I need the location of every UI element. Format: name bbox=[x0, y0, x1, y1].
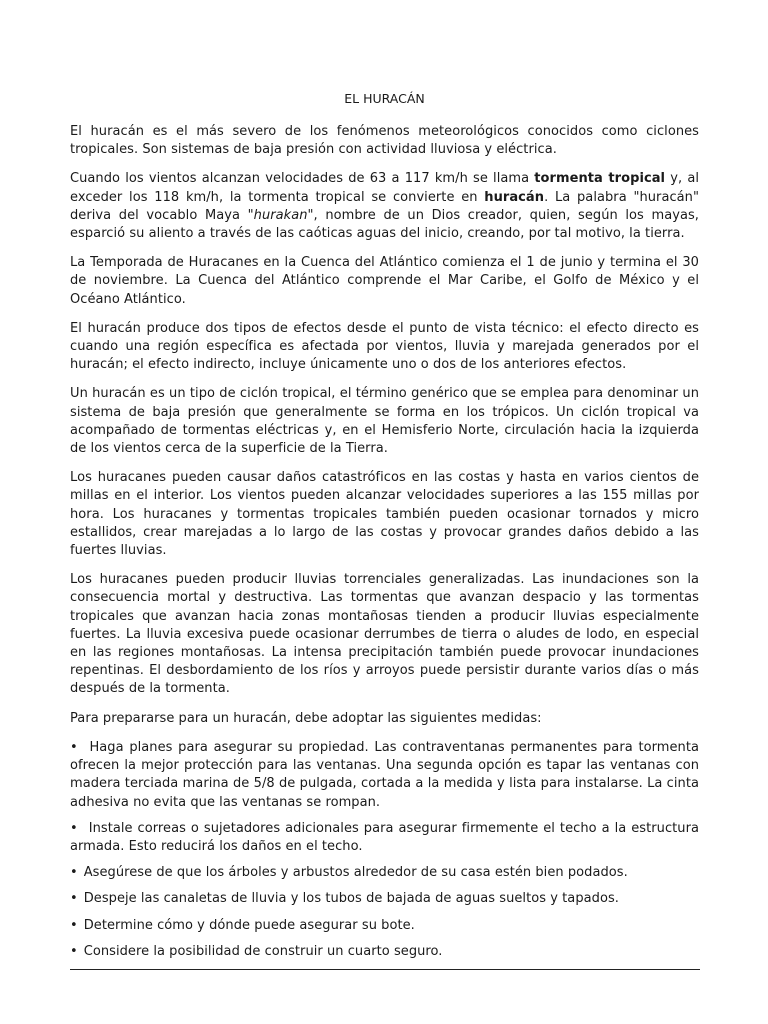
paragraph-damage: Los huracanes pueden causar daños catastróficos en las costas y hasta en varios cientos de millas en el interior. Los vientos pueden alcanzar velocidades superiores a las 155 millas por hora. Los huracanes y tormentas tropicales también pueden ocasionar tornados y micro estallidos, crear marejadas a lo largo de las costas y provocar grandes daños debido a las fuertes lluvias. bbox=[70, 470, 699, 559]
paragraph-rain: Los huracanes pueden producir lluvias torrenciales generalizadas. Las inundaciones son la consecuencia mortal y destructiva. Las tormentas que avanzan despacio y las tormentas tropicales que avanzan hacia zonas montañosas tienden a producir lluvias especialmente fuertes. La lluvia excesiva puede ocasionar derrumbes de tierra o aludes de lodo, en especial en las regiones montañosas. La intensa precipitación también puede provocar inundaciones repentinas. El desbordamiento de los ríos y arroyos puede persistir durante varios días o más después de la tormenta. bbox=[70, 572, 699, 697]
paragraph-season: La Temporada de Huracanes en la Cuenca del Atlántico comienza el 1 de junio y termina el 30 de noviembre. La Cuenca del Atlántico comprende el Mar Caribe, el Golfo de México y el Océano Atlántico. bbox=[70, 255, 699, 307]
list-item-text: Asegúrese de que los árboles y arbustos alrededor de su casa estén bien podados. bbox=[83, 865, 628, 881]
paragraph-effects: El huracán produce dos tipos de efectos desde el punto de vista técnico: el efecto directo es cuando una región específica es afectada por vientos, lluvia y marejada generados por el huracán; el efecto indirecto, incluye únicamente uno o dos de los anteriores efectos. bbox=[70, 320, 699, 373]
list-item-text: Despeje las canaletas de lluvia y los tubos de bajada de aguas sueltos y tapados. bbox=[83, 891, 619, 907]
bottom-divider bbox=[70, 969, 700, 970]
text-run: ", nombre de un Dios creador, quien, según los mayas, esparció su aliento a través de las caóticas aguas del inicio, creando, por tal motivo, la tierra. bbox=[70, 207, 699, 242]
list-item bbox=[70, 890, 699, 908]
bullet-icon: • bbox=[70, 865, 78, 881]
list-item-text: Haga planes para asegurar su propiedad. Las contraventanas permanentes para tormenta ofrecen la mejor protección para las ventanas. Una segunda opción es tapar las ventanas con madera terciada marina de 5/8 de pulgada, cortada a la medida y lista para instalarse. La cinta adhesiva no evita que las ventanas se rompan. bbox=[70, 739, 699, 810]
term-huracan: huracán bbox=[484, 189, 545, 205]
bullet-icon: • bbox=[70, 891, 78, 907]
bullet-icon: • bbox=[70, 739, 78, 755]
bullet-icon: • bbox=[70, 917, 78, 933]
bullet-icon: • bbox=[70, 820, 78, 836]
text-run: Cuando los vientos alcanzan velocidades de 63 a 117 km/h se llama bbox=[70, 171, 535, 187]
bullet-icon: • bbox=[70, 943, 78, 959]
list-item-text: Determine cómo y dónde puede asegurar su bote. bbox=[83, 917, 415, 933]
term-tormenta-tropical: tormenta tropical bbox=[534, 171, 666, 187]
list-item bbox=[70, 739, 699, 812]
list-item-text: Instale correas o sujetadores adicionales para asegurar firmemente el techo a la estructura armada. Esto reducirá los daños en el techo. bbox=[70, 820, 699, 854]
list-item-text: Considere la posibilidad de construir un cuarto seguro. bbox=[83, 943, 443, 959]
term-hurakan: hurakan bbox=[253, 207, 308, 223]
list-item bbox=[70, 864, 699, 882]
document-title: EL HURACÁN bbox=[344, 91, 425, 106]
text-run: y, al exceder los 118 km/h, la tormenta tropical se convierte en bbox=[70, 171, 700, 205]
list-item bbox=[70, 820, 699, 856]
paragraph-definition bbox=[70, 170, 699, 243]
text-run: . La palabra "huracán" deriva del vocablo Maya " bbox=[70, 189, 699, 223]
list-item bbox=[70, 943, 699, 961]
paragraph-preparation-intro: Para prepararse para un huracán, debe adoptar las siguientes medidas: bbox=[70, 710, 542, 726]
list-item bbox=[70, 917, 699, 935]
paragraph-cyclone: Un huracán es un tipo de ciclón tropical, el término genérico que se emplea para denominar un sistema de baja presión que generalmente se forma en los trópicos. Un ciclón tropical va acompañado de tormentas eléctricas y, en el Hemisferio Norte, circulación hacia la izquierda de los vientos cerca de la superficie de la Tierra. bbox=[70, 386, 699, 457]
paragraph-intro: El huracán es el más severo de los fenómenos meteorológicos conocidos como ciclones tropicales. Son sistemas de baja presión con actividad lluviosa y eléctrica. bbox=[70, 124, 699, 158]
document-page bbox=[70, 90, 699, 969]
